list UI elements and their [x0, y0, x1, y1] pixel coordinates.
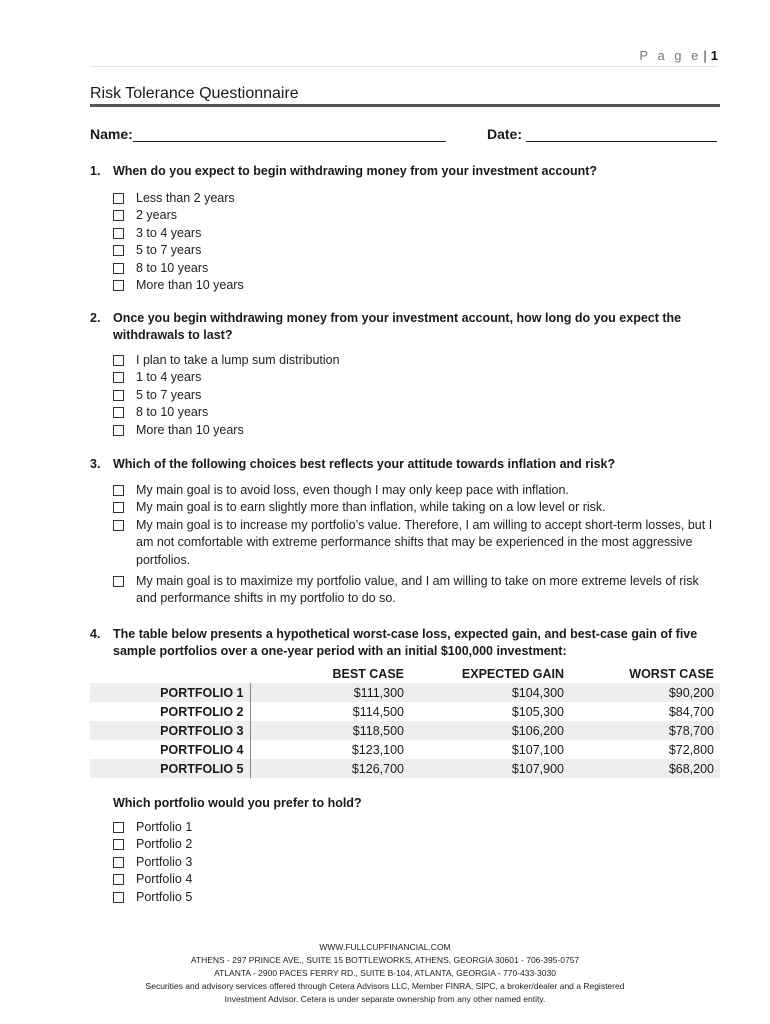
- question-number: 4.: [90, 627, 101, 641]
- option-item[interactable]: [113, 482, 723, 499]
- column-header-worst: WORST CASE: [629, 666, 714, 681]
- name-label: Name:: [90, 126, 133, 142]
- option-label: Portfolio 5: [136, 889, 193, 904]
- question-4-subquestion: [113, 795, 713, 812]
- worst-case-value: $78,700: [570, 721, 720, 740]
- option-item[interactable]: [113, 404, 723, 421]
- question-text: Once you begin withdrawing money from your investment account, how long do you expect the withdrawals to last?: [113, 311, 682, 342]
- option-label: Less than 2 years: [136, 191, 235, 205]
- option-item[interactable]: [113, 207, 723, 224]
- best-case-value: $118,500: [250, 721, 410, 740]
- header-blank: [90, 664, 250, 683]
- page-number-value: 1: [710, 48, 718, 63]
- portfolio-table: [90, 664, 720, 778]
- question-text: When do you expect to begin withdrawing money from your investment account?: [113, 164, 598, 178]
- best-case-value: $123,100: [351, 742, 404, 757]
- checkbox[interactable]: [113, 372, 124, 383]
- table-row: [90, 740, 720, 759]
- footer: [0, 941, 770, 1006]
- checkbox[interactable]: [113, 263, 124, 274]
- question-1: [90, 163, 722, 180]
- question-4: [90, 626, 722, 660]
- table-row: [90, 683, 720, 702]
- footer-disclosure: Securities and advisory services offered through Cetera Advisors LLC, Member FINRA, SIPC, a broker/dealer and a Registered: [145, 981, 625, 991]
- question-3: [90, 456, 722, 473]
- checkbox[interactable]: [113, 822, 124, 833]
- name-field[interactable]: [90, 126, 446, 142]
- checkbox[interactable]: [113, 210, 124, 221]
- option-label: 2 years: [136, 208, 177, 223]
- checkbox[interactable]: [113, 390, 124, 401]
- date-line[interactable]: [526, 127, 717, 142]
- option-label: Portfolio 3: [136, 854, 193, 869]
- portfolio-label: PORTFOLIO 5: [90, 759, 250, 778]
- option-item[interactable]: [113, 242, 723, 259]
- expected-gain-value: $107,900: [410, 759, 570, 778]
- option-item[interactable]: [113, 819, 723, 836]
- footer-disclosure: Investment Advisor. Cetera is under separate ownership from any other named entity.: [224, 994, 546, 1004]
- option-item[interactable]: [113, 277, 723, 294]
- question-3-options: [113, 482, 723, 608]
- option-item[interactable]: [113, 369, 723, 386]
- question-number: 1.: [90, 164, 101, 178]
- option-label: 3 to 4 years: [136, 225, 202, 240]
- page-separator: |: [703, 48, 707, 63]
- option-label: Portfolio 2: [136, 837, 193, 852]
- page-title: Risk Tolerance Questionnaire: [90, 85, 299, 102]
- option-label: 1 to 4 years: [136, 370, 202, 385]
- footer-athens-address: ATHENS - 297 PRINCE AVE., SUITE 15 BOTTLEWORKS, ATHENS, GEORGIA 30601 - 706-395-0757: [190, 955, 580, 965]
- checkbox[interactable]: [113, 502, 124, 513]
- page-word: P a g e: [639, 48, 702, 63]
- option-label: Portfolio 1: [136, 820, 193, 834]
- column-header-best: BEST CASE: [332, 666, 404, 681]
- option-item[interactable]: [113, 871, 723, 888]
- checkbox[interactable]: [113, 839, 124, 850]
- expected-gain-value: $106,200: [410, 721, 570, 740]
- option-item[interactable]: [113, 387, 723, 404]
- name-line[interactable]: [133, 127, 446, 142]
- best-case-value: $126,700: [250, 759, 410, 778]
- table-row: [90, 702, 720, 721]
- worst-case-value: $68,200: [570, 759, 720, 778]
- checkbox[interactable]: [113, 407, 124, 418]
- question-text: Which of the following choices best reflects your attitude towards inflation and risk?: [113, 457, 616, 471]
- date-label: Date:: [487, 126, 523, 142]
- question-text: The table below presents a hypothetical worst-case loss, expected gain, and best-case gain of five sample portfolios over a one-year period with an initial $100,000 investment:: [113, 627, 698, 658]
- option-label: My main goal is to increase my portfolio’s value. Therefore, I am willing to accept short-term losses, but I am not comfortable with extreme performance shifts that may be experienced in the most aggressive portfolios.: [136, 517, 713, 567]
- checkbox[interactable]: [113, 485, 124, 496]
- best-case-value: $111,300: [250, 683, 410, 702]
- option-item[interactable]: [113, 499, 723, 516]
- footer-atlanta-address: ATLANTA - 2900 PACES FERRY RD., SUITE B-104, ATLANTA, GEORGIA - 770-433-3030: [214, 968, 556, 978]
- option-label: I plan to take a lump sum distribution: [136, 353, 340, 367]
- checkbox[interactable]: [113, 892, 124, 903]
- checkbox[interactable]: [113, 355, 124, 366]
- option-label: 5 to 7 years: [136, 243, 202, 258]
- option-item[interactable]: [113, 854, 723, 871]
- checkbox[interactable]: [113, 193, 124, 204]
- question-number: 2.: [90, 311, 101, 325]
- date-field[interactable]: [487, 126, 717, 142]
- expected-gain-value: $107,100: [511, 742, 564, 757]
- question-4-options: [113, 819, 723, 906]
- option-label: My main goal is to avoid loss, even though I may only keep pace with inflation.: [136, 483, 569, 497]
- option-label: More than 10 years: [136, 422, 244, 437]
- option-item[interactable]: [113, 422, 723, 439]
- worst-case-value: $84,700: [668, 704, 714, 719]
- option-item[interactable]: [113, 225, 723, 242]
- checkbox[interactable]: [113, 280, 124, 291]
- table-header-row: [90, 664, 720, 683]
- best-case-value: $114,500: [352, 704, 404, 719]
- checkbox[interactable]: [113, 520, 124, 531]
- option-item[interactable]: [113, 836, 723, 853]
- checkbox[interactable]: [113, 245, 124, 256]
- portfolio-label: PORTFOLIO 1: [90, 683, 250, 702]
- option-item[interactable]: [113, 260, 723, 277]
- checkbox[interactable]: [113, 874, 124, 885]
- portfolio-label: PORTFOLIO 2: [90, 702, 250, 721]
- footer-website[interactable]: WWW.FULLCUPFINANCIAL.COM: [319, 942, 451, 952]
- portfolio-label: PORTFOLIO 3: [90, 721, 250, 740]
- table-row: [90, 721, 720, 740]
- page-number: [639, 48, 718, 63]
- portfolio-label: PORTFOLIO 4: [90, 740, 250, 759]
- header-divider: [90, 66, 718, 67]
- checkbox[interactable]: [113, 228, 124, 239]
- option-item[interactable]: [113, 889, 723, 906]
- option-label: 5 to 7 years: [136, 387, 202, 402]
- checkbox[interactable]: [113, 425, 124, 436]
- table-row: [90, 759, 720, 778]
- question-1-options: [113, 190, 723, 294]
- option-label: 8 to 10 years: [136, 405, 209, 420]
- column-header-expected: EXPECTED GAIN: [461, 666, 564, 681]
- option-item[interactable]: [113, 190, 723, 207]
- option-item[interactable]: [113, 352, 723, 369]
- question-number: 3.: [90, 457, 101, 471]
- title-underline: [90, 104, 720, 107]
- option-item[interactable]: [113, 573, 723, 608]
- checkbox[interactable]: [113, 576, 124, 587]
- subquestion-text: Which portfolio would you prefer to hold?: [113, 796, 362, 810]
- worst-case-value: $72,800: [668, 742, 714, 757]
- expected-gain-value: $104,300: [410, 683, 570, 702]
- checkbox[interactable]: [113, 857, 124, 868]
- option-label: 8 to 10 years: [136, 260, 209, 275]
- option-item[interactable]: [113, 517, 723, 569]
- worst-case-value: $90,200: [570, 683, 720, 702]
- question-2: [90, 310, 722, 344]
- option-label: Portfolio 4: [136, 872, 193, 887]
- option-label: My main goal is to earn slightly more than inflation, while taking on a low level or risk.: [136, 500, 606, 515]
- expected-gain-value: $105,300: [511, 704, 564, 719]
- option-label: My main goal is to maximize my portfolio value, and I am willing to take on more extreme levels of risk and performance shifts in my portfolio to do so.: [136, 574, 699, 606]
- question-2-options: [113, 352, 723, 439]
- option-label: More than 10 years: [136, 278, 244, 293]
